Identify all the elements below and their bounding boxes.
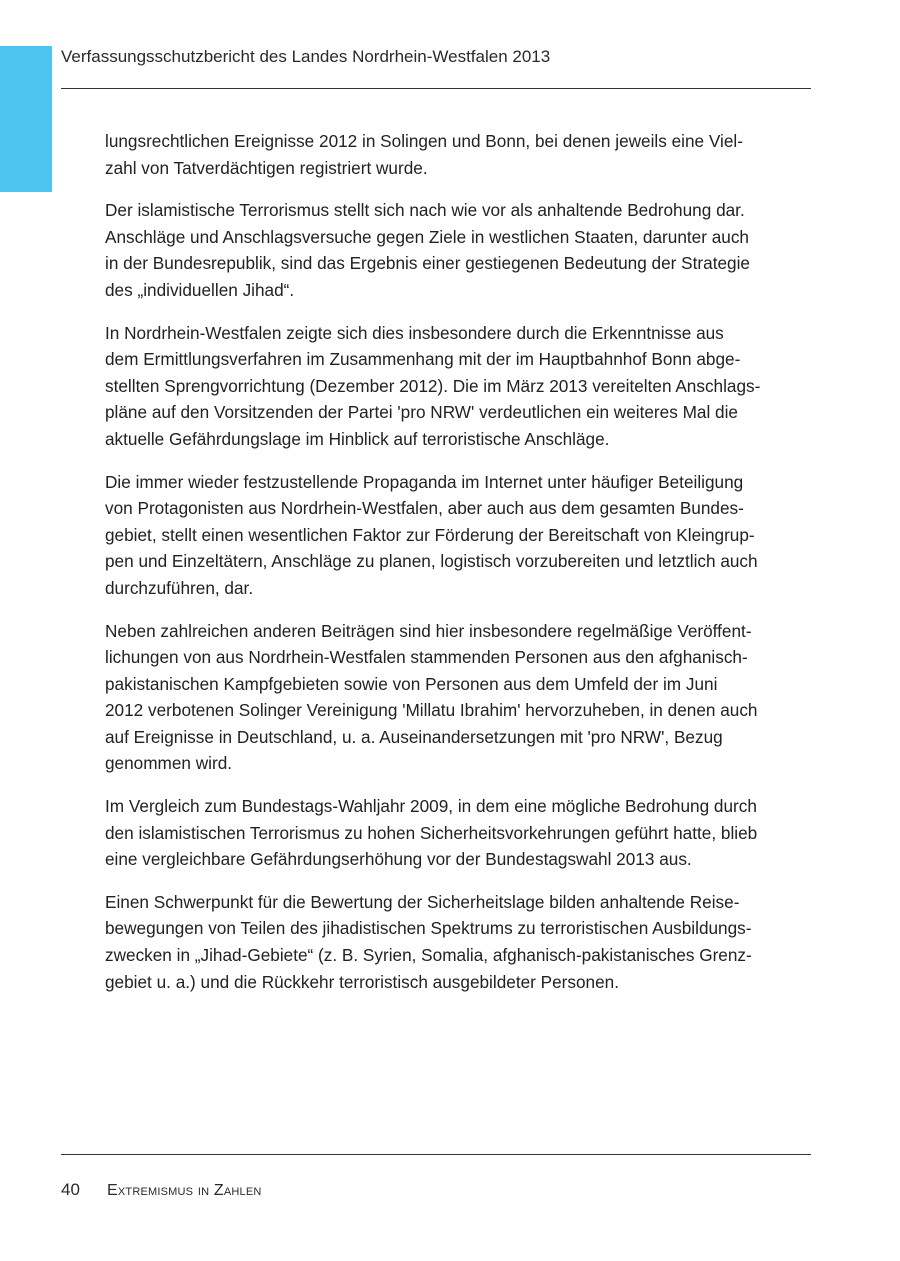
text-line: lungsrechtlichen Ereignisse 2012 in Solingen und Bonn, bei denen jeweils eine Viel-	[105, 131, 743, 151]
text-line: den islamistischen Terrorismus zu hohen Sicherheitsvorkehrungen geführt hatte, blieb	[105, 822, 758, 843]
paragraph	[105, 469, 815, 602]
footer-section-title: Extremismus in Zahlen	[107, 1182, 262, 1199]
text-line: eine vergleichbare Gefährdungserhöhung vor der Bundestagswahl 2013 aus.	[105, 849, 692, 870]
text-line: in der Bundesrepublik, sind das Ergebnis einer gestiegenen Bedeutung der Strategie	[105, 253, 750, 274]
header-divider	[61, 88, 811, 89]
text-line: pen und Einzeltätern, Anschläge zu planen, logistisch vorzubereiten und letztlich auch	[105, 551, 758, 572]
text-line: Neben zahlreichen anderen Beiträgen sind hier insbesondere regelmäßige Veröffent-	[105, 620, 752, 641]
chapter-color-tab	[0, 46, 52, 192]
text-line: dem Ermittlungsverfahren im Zusammenhang mit der im Hauptbahnhof Bonn abge-	[105, 349, 741, 370]
text-line: Im Vergleich zum Bundestags-Wahljahr 2009, in dem eine mögliche Bedrohung durch	[105, 796, 757, 817]
text-line: Die immer wieder festzustellende Propaganda im Internet unter häufiger Beteiligung	[105, 471, 744, 492]
paragraph	[105, 320, 815, 453]
footer-divider	[61, 1154, 811, 1155]
text-line: des „individuellen Jihad“.	[105, 279, 295, 300]
paragraph	[105, 889, 815, 995]
text-line: gebiet u. a.) und die Rückkehr terroristisch ausgebildeter Personen.	[105, 971, 619, 992]
paragraph	[105, 618, 815, 778]
text-line: lichungen von aus Nordrhein-Westfalen stammenden Personen aus den afghanisch-	[105, 647, 748, 668]
page-number: 40	[61, 1180, 80, 1199]
running-header: Verfassungsschutzbericht des Landes Nordrhein-Westfalen 2013	[61, 47, 551, 66]
text-line: Einen Schwerpunkt für die Bewertung der Sicherheitslage bilden anhaltende Reise-	[105, 891, 740, 912]
text-line: stellten Sprengvorrichtung (Dezember 2012). Die im März 2013 vereitelten Anschlags-	[105, 375, 761, 396]
text-line: auf Ereignisse in Deutschland, u. a. Auseinandersetzungen mit 'pro NRW', Bezug	[105, 726, 723, 747]
body-text	[105, 128, 815, 1011]
paragraph	[105, 128, 815, 181]
text-line: pläne auf den Vorsitzenden der Partei 'pro NRW' verdeutlichen ein weiteres Mal die	[105, 402, 738, 423]
text-line: bewegungen von Teilen des jihadistischen Spektrums zu terroristischen Ausbildungs-	[105, 918, 752, 939]
text-line: aktuelle Gefährdungslage im Hinblick auf terroristische Anschläge.	[105, 428, 610, 449]
text-line: 2012 verbotenen Solinger Vereinigung 'Millatu Ibrahim' hervorzuheben, in denen auch	[105, 700, 758, 721]
text-line: durchzuführen, dar.	[105, 577, 254, 598]
text-line: von Protagonisten aus Nordrhein-Westfalen, aber auch aus dem gesamten Bundes-	[105, 498, 744, 519]
text-line: Anschläge und Anschlagsversuche gegen Ziele in westlichen Staaten, darunter auch	[105, 226, 749, 247]
text-line: genommen wird.	[105, 753, 233, 774]
text-line: gebiet, stellt einen wesentlichen Faktor zur Förderung der Bereitschaft von Kleingrup-	[105, 524, 755, 545]
text-line: In Nordrhein-Westfalen zeigte sich dies insbesondere durch die Erkenntnisse aus	[105, 322, 724, 343]
paragraph	[105, 793, 815, 873]
text-line: pakistanischen Kampfgebieten sowie von Personen aus dem Umfeld der im Juni	[105, 673, 718, 694]
text-line: zahl von Tatverdächtigen registriert wurde.	[105, 157, 428, 178]
text-line: zwecken in „Jihad-Gebiete“ (z. B. Syrien, Somalia, afghanisch-pakistanisches Grenz-	[105, 945, 752, 966]
text-line: Der islamistische Terrorismus stellt sich nach wie vor als anhaltende Bedrohung dar.	[105, 200, 745, 221]
paragraph	[105, 197, 815, 303]
